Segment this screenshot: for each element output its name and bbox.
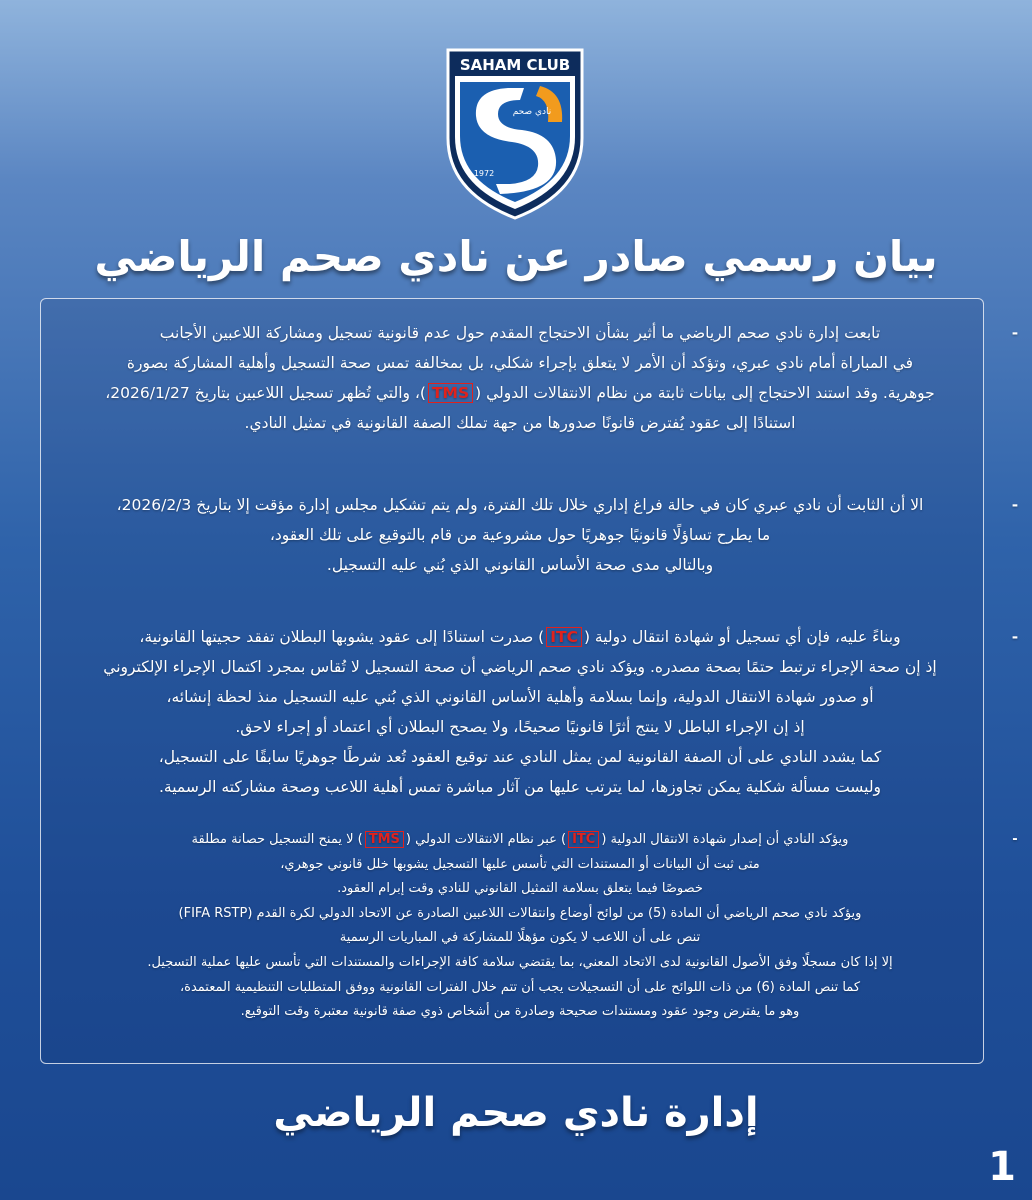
statement-line [54, 742, 986, 772]
statement-section-3 [54, 622, 1019, 802]
statement-line [54, 877, 986, 902]
statement-line [54, 318, 986, 348]
statement-line [54, 902, 986, 927]
line-text: خصوصًا فيما يتعلق بسلامة التمثيل القانوني للنادي وقت إبرام العقود. [337, 881, 703, 897]
statement-line [54, 712, 986, 742]
bullet-marker: - [1011, 628, 1019, 646]
line-text: ) صدرت استنادًا إلى عقود يشوبها البطلان تفقد حجيتها القانونية، [139, 628, 545, 646]
statement-line [54, 490, 986, 520]
statement-section-4 [54, 828, 1018, 1025]
line-text: إلا إذا كان مسجلًا وفق الأصول القانونية لدى الاتحاد المعني، بما يقتضي سلامة كافة الإجراءات والمستندات التي تأسس عليها عملية التسجيل. [147, 954, 893, 970]
statement-line [54, 828, 986, 853]
logo-text-arabic: نادي صحم [512, 107, 552, 117]
statement-line [54, 951, 986, 976]
line-text: ويؤكد النادي أن إصدار شهادة الانتقال الدولية ( [601, 832, 849, 847]
statement-section-1 [54, 318, 1019, 438]
line-text: الا أن الثابت أن نادي عبري كان في حالة فراغ إداري خلال تلك الفترة، ولم يتم تشكيل مجلس إدارة مؤقت إلا بتاريخ 2026/2/3، [116, 496, 924, 514]
highlighted-code: TMS [428, 383, 473, 403]
line-text: وهو ما يفترض وجود عقود ومستندات صحيحة وصادرة من أشخاص ذوي صفة قانونية معتبرة وقت التوقيع. [240, 1004, 800, 1020]
line-text: ) عبر نظام الانتقالات الدولي ( [405, 832, 567, 847]
statement-line [54, 1000, 986, 1025]
statement-line [54, 348, 986, 378]
statement-line [54, 853, 986, 878]
logo-year: 1972 [473, 169, 495, 178]
club-logo [440, 42, 590, 222]
line-text: وبالتالي مدى صحة الأساس القانوني الذي بُني عليه التسجيل. [326, 556, 714, 574]
line-text: تابعت إدارة نادي صحم الرياضي ما أثير بشأن الاحتجاج المقدم حول عدم قانونية تسجيل ومشاركة اللاعبين الأجانب [159, 324, 881, 342]
statement-line [54, 976, 986, 1001]
line-text: جوهرية. وقد استند الاحتجاج إلى بيانات ثابتة من نظام الانتقالات الدولي ( [475, 384, 935, 402]
statement-line [54, 772, 986, 802]
highlighted-code: ITC [568, 831, 599, 848]
page-number: 1 [988, 1144, 1016, 1190]
highlighted-code: TMS [365, 831, 404, 848]
statement-section-2 [54, 490, 1019, 580]
line-text: ويؤكد نادي صحم الرياضي أن المادة (5) من لوائح أوضاع وانتقالات اللاعبين الصادرة عن الاتحاد الدولي لكرة القدم (FIFA RSTP) [178, 905, 862, 921]
line-text: ما يطرح تساؤلًا قانونيًا جوهريًا حول مشروعية من قام بالتوقيع على تلك العقود، [269, 526, 771, 544]
bullet-marker: - [1012, 832, 1018, 847]
line-text: تنص على أن اللاعب لا يكون مؤهلًا للمشاركة في المباريات الرسمية [339, 930, 701, 946]
page-title: بيان رسمي صادر عن نادي صحم الرياضي [94, 232, 938, 281]
line-text: كما تنص المادة (6) من ذات اللوائح على أن التسجيلات يجب أن تتم خلال الفترات القانونية ووفق المتطلبات التنظيمية المعتمدة، [179, 979, 861, 995]
statement-line [54, 520, 986, 550]
statement-line [54, 378, 986, 408]
logo-text-top: SAHAM CLUB [459, 56, 571, 74]
statement-line [54, 408, 986, 438]
line-text: )، والتي تُظهر تسجيل اللاعبين بتاريخ 2026/1/27، [105, 384, 426, 402]
line-text: إذ إن صحة الإجراء ترتبط حتمًا بصحة مصدره. ويؤكد نادي صحم الرياضي أن صحة التسجيل لا تُقاس بمجرد اكتمال الإجراء الإلكتروني [103, 658, 937, 676]
statement-line [54, 926, 986, 951]
line-text: وليست مسألة شكلية يمكن تجاوزها، لما يترتب عليها من آثار مباشرة تمس أهلية اللاعب وصحة مشاركته الرسمية. [158, 778, 882, 796]
bullet-marker: - [1011, 324, 1019, 342]
statement-line [54, 652, 986, 682]
statement-line [54, 682, 986, 712]
line-text: كما يشدد النادي على أن الصفة القانونية لمن يمثل النادي عند توقيع العقود تُعد شرطًا جوهريًا سابقًا على التسجيل، [158, 748, 882, 766]
line-text: وبناءً عليه، فإن أي تسجيل أو شهادة انتقال دولية ( [583, 628, 901, 646]
line-text: إذ إن الإجراء الباطل لا ينتج أثرًا قانونيًا صحيحًا، ولا يصحح البطلان أي اعتماد أو إجراء لاحق. [235, 718, 805, 736]
signature: إدارة نادي صحم الرياضي [273, 1090, 759, 1136]
statement-line [54, 622, 986, 652]
statement-line [54, 550, 986, 580]
bullet-marker: - [1011, 496, 1019, 514]
highlighted-code: ITC [546, 627, 582, 647]
saham-club-shield-icon [440, 42, 590, 222]
line-text: ) لا يمنح التسجيل حصانة مطلقة [191, 832, 363, 847]
line-text: أو صدور شهادة الانتقال الدولية، وإنما بسلامة وأهلية الأساس القانوني الذي بُني عليه التسجيل منذ لحظة إنشائه، [166, 688, 874, 706]
line-text: متى ثبت أن البيانات أو المستندات التي تأسس عليها التسجيل يشوبها خلل قانوني جوهري، [280, 856, 760, 872]
line-text: استنادًا إلى عقود يُفترض قانونًا صدورها من جهة تملك الصفة القانونية في تمثيل النادي. [244, 414, 796, 432]
line-text: في المباراة أمام نادي عبري، وتؤكد أن الأمر لا يتعلق بإجراء شكلي، بل بمخالفة تمس صحة التسجيل وأهلية المشاركة بصورة [126, 354, 914, 372]
